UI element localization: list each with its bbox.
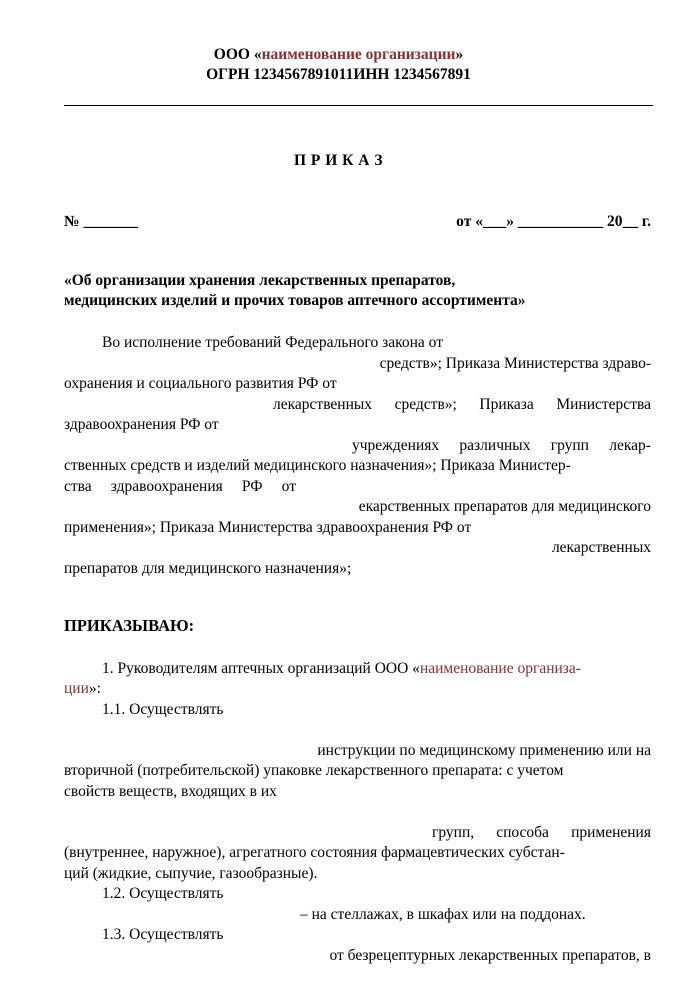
organization-name: наименование организации — [261, 46, 456, 63]
registration-numbers: ОГРН 1234567891011ИНН 1234567891 — [206, 66, 471, 83]
order-subject-line-2: медицинских изделий и прочих товаров аптечного ассортимента» — [64, 292, 526, 309]
preamble-word: Приказа — [479, 396, 534, 413]
order-point-1-1-line: свойств веществ, входящих в их — [64, 783, 277, 800]
preamble-word: средств»; — [394, 396, 457, 413]
preamble-word: Министерства — [556, 396, 651, 413]
preamble-line — [273, 395, 651, 415]
order-point-1-1: 1.1. Осуществлять — [102, 701, 224, 718]
preamble-line: здравоохранения РФ от — [64, 416, 219, 433]
preamble-word: РФ — [241, 478, 263, 495]
order-point-1-cont — [64, 679, 101, 699]
order-point-1-2-line: – на стеллажах, в шкафах или на поддонах. — [300, 906, 586, 923]
document-title: П Р И К А З — [293, 152, 384, 169]
organization-name-line — [0, 45, 677, 65]
preamble-line — [64, 477, 296, 497]
order-heading: ПРИКАЗЫВАЮ: — [64, 616, 195, 635]
order-point-1-3-line: от безрецептурных лекарственных препаратов, в — [329, 947, 651, 964]
preamble-word: различных — [459, 437, 531, 454]
order-word: способа — [496, 824, 549, 841]
preamble-line — [352, 436, 651, 456]
order-point-1-text: 1. Руководителям аптечных организаций ООО « — [102, 660, 420, 677]
preamble-line: средств»; Приказа Министерства здраво- — [379, 355, 651, 372]
preamble-word: лекар- — [609, 437, 651, 454]
preamble-word: здравоохранения — [110, 478, 223, 495]
preamble-word: групп — [550, 437, 589, 454]
order-point-1-3: 1.3. Осуществлять — [102, 926, 224, 943]
order-date: от «___» ___________ 20__ г. — [456, 213, 651, 230]
order-point-1-1-line: (внутреннее, наружное), агрегатного состояния фармацевтических субстан- — [64, 844, 565, 861]
preamble-line: препаратов для медицинского назначения»; — [64, 560, 352, 577]
preamble-line: лекарственных — [551, 539, 651, 556]
preamble-word: от — [281, 478, 296, 495]
preamble-word: учреждениях — [352, 437, 440, 454]
order-word: групп, — [432, 824, 475, 841]
order-point-1-1-line: инструкции по медицинскому применению или на — [317, 742, 651, 759]
order-word: применения — [571, 824, 651, 841]
order-point-1-suffix: »: — [88, 680, 101, 697]
preamble-line: ственных средств и изделий медицинского назначения»; Приказа Министер- — [64, 457, 571, 474]
organization-name-inline: наименование организа- — [419, 660, 581, 677]
org-suffix: » — [455, 46, 464, 63]
order-point-1-1-line: ций (жидкие, сыпучие, газообразные). — [64, 865, 318, 882]
org-prefix: ООО « — [213, 46, 262, 63]
preamble-line: Во исполнение требований Федерального закона от — [102, 334, 443, 351]
order-subject-line-1: «Об организации хранения лекарственных препаратов, — [64, 272, 456, 289]
order-point-1-1-line — [432, 823, 651, 843]
preamble-line: екарственных препаратов для медицинского — [358, 498, 651, 515]
preamble-word: лекарственных — [273, 396, 373, 413]
organization-name-inline: ции — [64, 680, 89, 697]
preamble-line: охранения и социального развития РФ от — [64, 375, 337, 392]
order-number: № _______ — [64, 213, 138, 230]
order-point-1-1-line: вторичной (потребительской) упаковке лекарственного препарата: с учетом — [64, 762, 564, 779]
preamble-word: ства — [64, 478, 92, 495]
preamble-line: применения»; Приказа Министерства здравоохранения РФ от — [64, 519, 472, 536]
order-point-1 — [102, 659, 581, 679]
order-point-1-2: 1.2. Осуществлять — [102, 885, 224, 902]
header-divider — [64, 105, 653, 106]
